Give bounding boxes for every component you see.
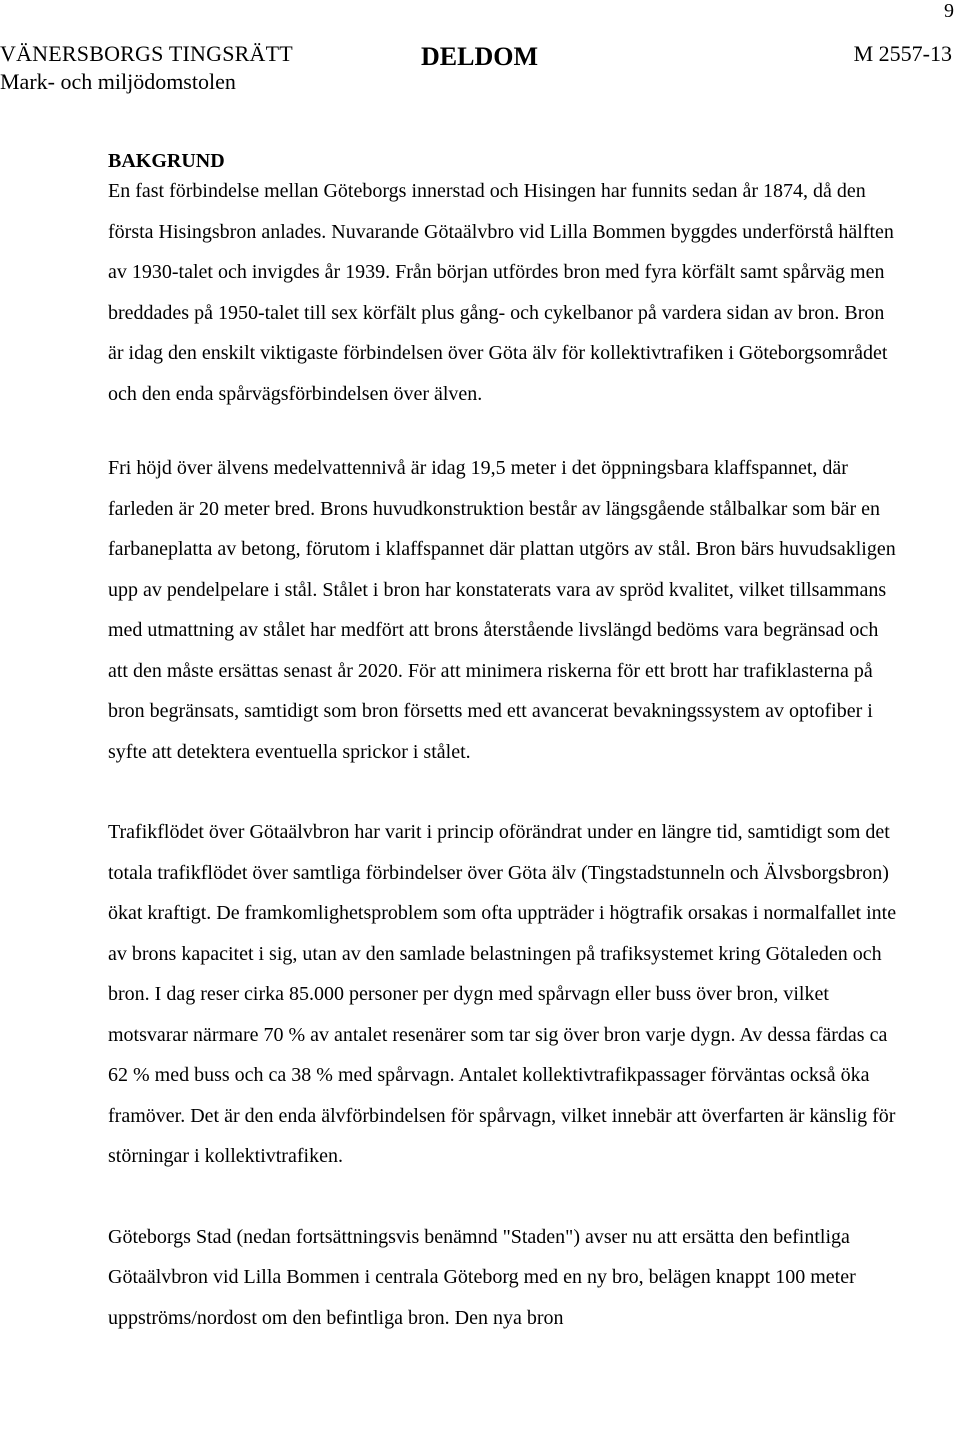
section-heading: BAKGRUND (108, 150, 225, 172)
document-header (0, 40, 960, 100)
paragraph: En fast förbindelse mellan Göteborgs innerstad och Hisingen har funnits sedan år 1874, då den första Hisingsbron anlades. Nuvarande Götaälvbro vid Lilla Bommen byggdes underförstå hälften av 1930-talet och invigdes år 1939. Från början utfördes bron med fyra körfält samt spårväg men breddades på 1950-talet till sex körfält plus gång- och cykelbanor på vardera sidan av bron. Bron är idag den enskilt viktigaste förbindelsen över Göta älv för kollektivtrafiken i Göteborgsområdet och den enda spårvägsförbindelsen över älven. (108, 180, 894, 405)
court-name: VÄNERSBORGS TINGSRÄTT (0, 41, 293, 66)
paragraph: Fri höjd över älvens medelvattennivå är idag 19,5 meter i det öppningsbara klaffspannet, där farleden är 20 meter bred. Brons huvudkonstruktion består av längsgående stålbalkar som bär en farbaneplatta av betong, förutom i klaffspannet där plattan utgörs av stål. Bron bärs huvudsakligen upp av pendelpelare i stål. Stålet i bron har konstaterats vara av spröd kvalitet, vilket tillsammans med utmattning av stålet har medfört att brons återstående livslängd bedöms vara begränsad och att den måste ersättas senast år 2020. För att minimera riskerna för ett brott har trafiklasterna på bron begränsats, samtidigt som bron försetts med ett avancerat bevakningssystem av optofiber i syfte att detektera eventuella sprickor i stålet. (108, 457, 896, 763)
paragraph: Trafikflödet över Götaälvbron har varit i princip oförändrat under en längre tid, samtidigt som det totala trafikflödet över samtliga förbindelser över Göta älv (Tingstadstunneln och Älvsborgsbron) ökat kraftigt. De framkomlighetsproblem som ofta uppträder i högtrafik orsakas i normalfallet inte av brons kapacitet i sig, utan av den samlade belastningen på trafiksystemet kring Götaleden och bron. I dag reser cirka 85.000 personer per dygn med spårvagn eller buss över bron, vilket motsvarar närmare 70 % av antalet resenärer som tar sig över bron varje dygn. Av dessa färdas ca 62 % med buss och ca 38 % med spårvagn. Antalet kollektivtrafikpassager förväntas också öka framöver. Det är den enda älvförbindelsen för spårvagn, vilket innebär att överfarten är känslig för störningar i kollektivtrafiken. (108, 821, 897, 1167)
page-number: 9 (944, 0, 954, 22)
court-division: Mark- och miljödomstolen (0, 69, 236, 94)
case-number: M 2557-13 (853, 41, 952, 66)
document-body (108, 147, 898, 1338)
document-type: DELDOM (421, 42, 538, 71)
paragraph: Göteborgs Stad (nedan fortsättningsvis benämnd "Staden") avser nu att ersätta den befintliga Götaälvbron vid Lilla Bommen i centrala Göteborg med en ny bro, belägen knappt 100 meter uppströms/nordost om den befintliga bron. Den nya bron (108, 1225, 856, 1329)
